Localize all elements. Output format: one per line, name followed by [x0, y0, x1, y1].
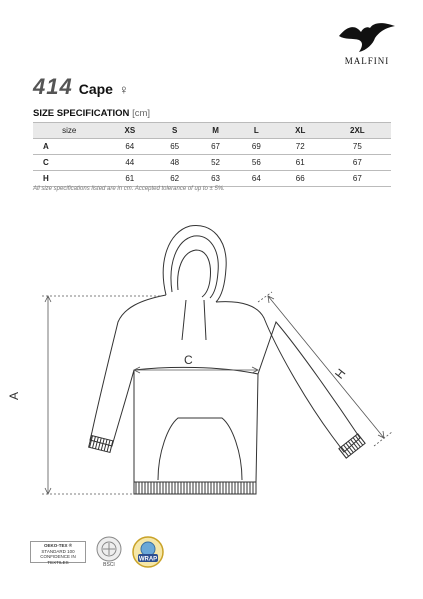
wrap-text: WRAP	[138, 556, 158, 563]
oeko-tex-label	[30, 541, 86, 563]
drawstring-right	[204, 300, 206, 340]
header-cell: size	[33, 123, 105, 139]
row-label: A	[33, 139, 105, 155]
table-cell: 52	[195, 155, 236, 171]
size-spec-heading	[33, 108, 150, 119]
row-label: C	[33, 155, 105, 171]
oeko-small: CONFIDENCE IN TEXTILES	[40, 554, 76, 565]
table-cell: 64	[105, 139, 154, 155]
product-name: Cape	[78, 81, 113, 97]
chest-seam	[134, 367, 258, 374]
label-a: A	[7, 391, 21, 400]
label-c: C	[184, 353, 193, 367]
table-cell: 63	[195, 171, 236, 187]
table-cell: 61	[277, 155, 324, 171]
brand-logo	[327, 20, 407, 66]
kangaroo-pocket	[158, 418, 242, 480]
bird-icon	[337, 20, 397, 54]
size-spec-unit: [cm]	[132, 108, 151, 119]
bsci-badge	[96, 536, 122, 568]
size-spec-title: SIZE SPECIFICATION	[33, 108, 130, 119]
table-cell: 56	[236, 155, 277, 171]
table-cell: 69	[236, 139, 277, 155]
body-right	[216, 302, 360, 482]
certifications	[30, 536, 164, 568]
hood-opening	[178, 250, 211, 297]
table-cell: 48	[154, 155, 195, 171]
hoodie-drawing	[0, 220, 423, 520]
header-cell: S	[154, 123, 195, 139]
table-cell: 62	[154, 171, 195, 187]
header-cell: M	[195, 123, 236, 139]
model-number: 414	[33, 74, 73, 99]
label-h: H	[332, 366, 349, 382]
cuff-left	[89, 435, 113, 452]
table-cell: 65	[154, 139, 195, 155]
table-cell: 67	[324, 171, 391, 187]
size-table	[33, 122, 391, 187]
table-cell: 75	[324, 139, 391, 155]
table-cell: 66	[277, 171, 324, 187]
bsci-label: BSCI	[103, 562, 115, 568]
drawstring-left	[182, 300, 186, 340]
product-title	[33, 74, 129, 100]
table-cell: 61	[105, 171, 154, 187]
measure-h	[258, 292, 392, 446]
waist-ribbing	[134, 482, 256, 494]
bsci-icon	[96, 536, 122, 562]
oeko-subtitle: STANDARD 100	[41, 548, 75, 554]
table-row	[33, 155, 391, 171]
wrap-icon	[132, 536, 164, 568]
cuff-right	[339, 434, 365, 458]
female-symbol: ♀	[118, 82, 129, 97]
brand-name: MALFINI	[344, 56, 390, 66]
size-header-row	[33, 123, 391, 139]
measure-a	[42, 296, 160, 494]
oeko-title: OEKO-TEX ®	[43, 543, 73, 548]
table-cell: 64	[236, 171, 277, 187]
row-label: H	[33, 171, 105, 187]
table-row	[33, 139, 391, 155]
tolerance-note: All size specifications listed are in cm. Accepted tolerance of up to ± 5%.	[33, 186, 225, 192]
table-cell: 67	[324, 155, 391, 171]
table-row	[33, 171, 391, 187]
hoodie-outline	[90, 225, 360, 482]
table-cell: 72	[277, 139, 324, 155]
header-cell: 2XL	[324, 123, 391, 139]
body-left	[90, 295, 166, 482]
header-cell: XS	[105, 123, 154, 139]
table-cell: 67	[195, 139, 236, 155]
header-cell: L	[236, 123, 277, 139]
wrap-badge	[132, 536, 164, 568]
header-cell: XL	[277, 123, 324, 139]
table-cell: 44	[105, 155, 154, 171]
